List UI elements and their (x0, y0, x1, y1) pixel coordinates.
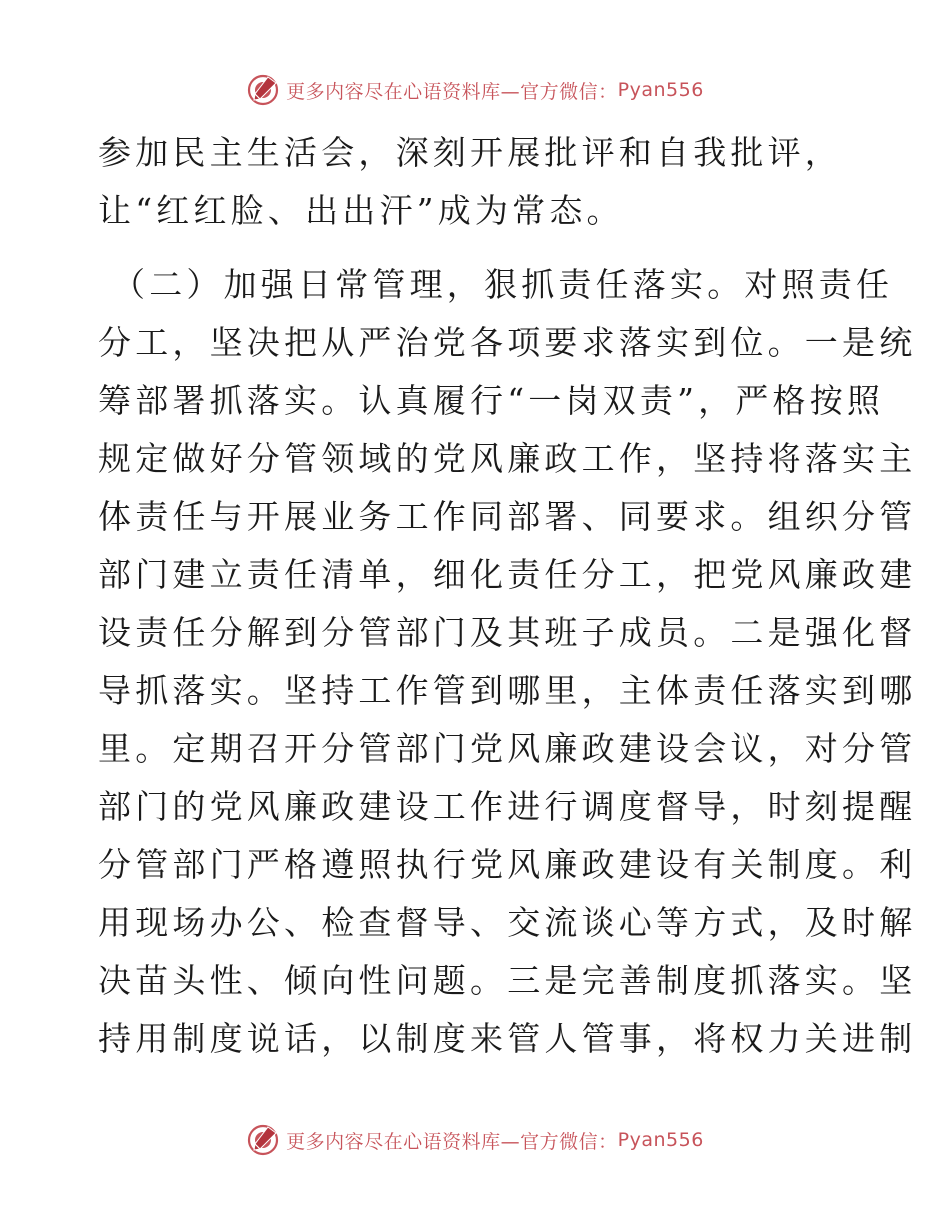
text-line: 分工，坚决把从严治党各项要求落实到位。一是统 (98, 323, 917, 362)
text-line: 让“红红脸、出出汗”成为常态。 (98, 191, 624, 230)
text-line: 部门建立责任清单，细化责任分工，把党风廉政建 (98, 555, 917, 594)
pen-logo-icon (246, 73, 280, 107)
text-line: 设责任分解到分管部门及其班子成员。二是强化督 (98, 613, 917, 652)
text-line: 里。定期召开分管部门党风廉政建设会议，对分管 (98, 729, 917, 768)
paragraph (98, 124, 858, 240)
text-line: 分管部门严格遵照执行党风廉政建设有关制度。利 (98, 845, 917, 884)
text-line: 持用制度说话，以制度来管人管事，将权力关进制 (98, 1019, 917, 1058)
pen-logo-icon (246, 1123, 280, 1157)
text-line: 规定做好分管领域的党风廉政工作，坚持将落实主 (98, 439, 917, 478)
watermark-text: 更多内容尽在心语资料库—官方微信： (286, 80, 618, 103)
watermark-wechat-id: Pyan556 (617, 1129, 704, 1151)
text-line: 导抓落实。坚持工作管到哪里，主体责任落实到哪 (98, 671, 917, 710)
text-line: 参加民主生活会，深刻开展批评和自我批评， (98, 133, 842, 172)
text-line: 决苗头性、倾向性问题。三是完善制度抓落实。坚 (98, 961, 917, 1000)
text-line: 用现场办公、检查督导、交流谈心等方式，及时解 (98, 903, 917, 942)
text-line: 体责任与开展业务工作同部署、同要求。组织分管 (98, 497, 917, 536)
text-line: 部门的党风廉政建设工作进行调度督导，时刻提醒 (98, 787, 917, 826)
text-line: 筹部署抓落实。认真履行“一岗双责”，严格按照 (98, 381, 885, 420)
watermark-wechat-id: Pyan556 (617, 79, 704, 101)
paragraph (98, 256, 917, 1068)
footer-watermark (0, 1120, 950, 1160)
header-watermark (0, 70, 950, 110)
section-heading-line: （二）加强日常管理，狠抓责任落实。对照责任 (112, 265, 894, 304)
watermark-text: 更多内容尽在心语资料库—官方微信： (286, 1130, 618, 1153)
document-body (98, 124, 917, 1068)
